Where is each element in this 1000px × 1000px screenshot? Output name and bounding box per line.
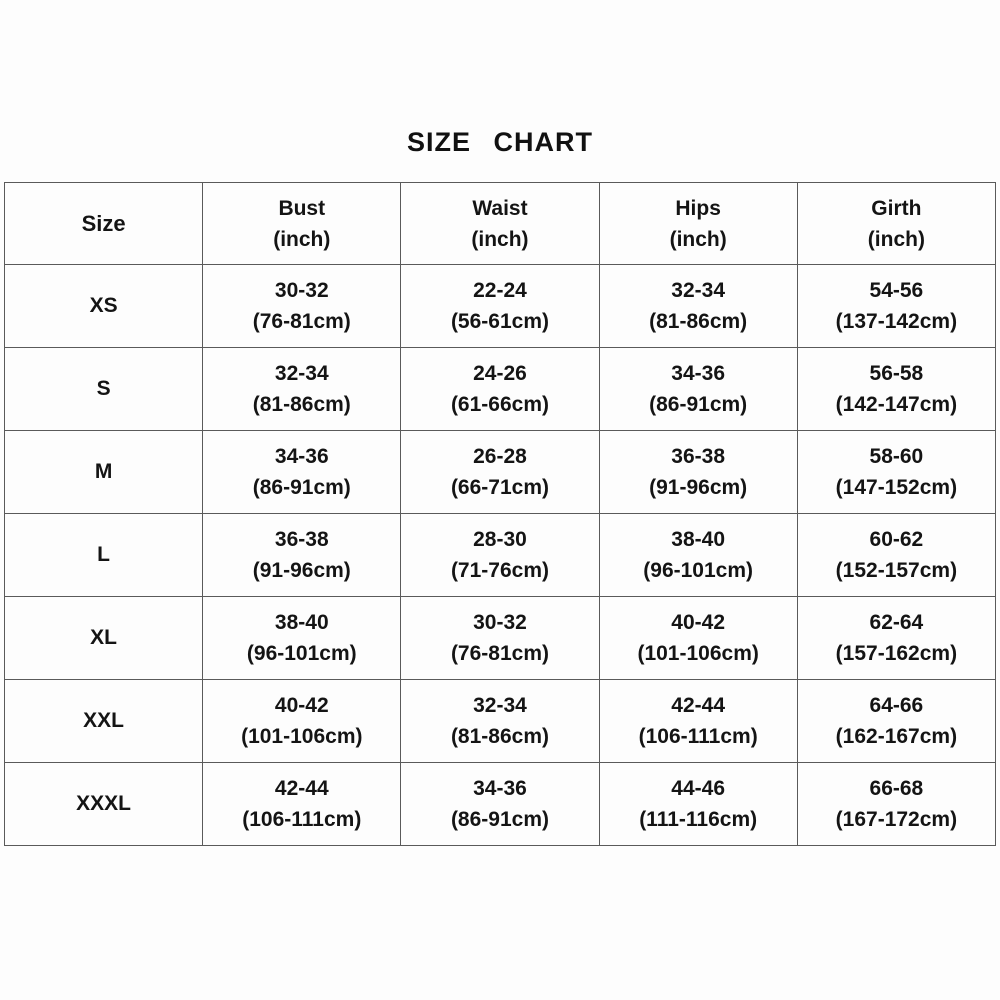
cm-range: (91-96cm)	[649, 476, 748, 499]
table-header	[5, 183, 996, 265]
inch-range: 34-36	[274, 445, 329, 468]
girth-cell	[797, 431, 995, 514]
waist-cell	[401, 431, 599, 514]
inch-range: 32-34	[473, 694, 527, 717]
cm-range: (152-157cm)	[835, 559, 958, 582]
inch-range: 24-26	[473, 362, 527, 385]
column-unit: (inch)	[273, 227, 331, 251]
cm-range: (81-86cm)	[252, 393, 351, 416]
column-header-waist	[401, 183, 599, 265]
bust-cell	[203, 680, 401, 763]
column-label: Size	[81, 211, 126, 236]
bust-cell	[203, 348, 401, 431]
inch-range: 34-36	[671, 362, 726, 385]
inch-range: 44-46	[671, 777, 726, 800]
inch-range: 58-60	[869, 445, 924, 468]
column-label: Girth	[871, 196, 922, 220]
column-label: Bust	[278, 196, 326, 220]
cm-range: (81-86cm)	[450, 725, 549, 748]
waist-cell	[401, 763, 599, 846]
cm-range: (106-111cm)	[242, 808, 362, 831]
cm-range: (96-101cm)	[643, 559, 754, 582]
waist-cell	[401, 680, 599, 763]
inch-range: 66-68	[869, 777, 924, 800]
cm-range: (56-61cm)	[450, 310, 549, 333]
cm-range: (76-81cm)	[252, 310, 351, 333]
header-row	[5, 183, 996, 265]
inch-range: 32-34	[671, 279, 726, 302]
column-header-girth	[797, 183, 995, 265]
inch-range: 36-38	[274, 528, 329, 551]
waist-cell	[401, 597, 599, 680]
inch-range: 30-32	[473, 611, 527, 634]
hips-cell	[599, 514, 797, 597]
table-row-xs	[5, 265, 996, 348]
inch-range: 42-44	[671, 694, 726, 717]
column-header-bust	[203, 183, 401, 265]
column-unit: (inch)	[471, 227, 529, 251]
cm-range: (96-101cm)	[246, 642, 357, 665]
size-cell: XXXL	[5, 763, 203, 846]
girth-cell	[797, 265, 995, 348]
cm-range: (106-111cm)	[638, 725, 758, 748]
inch-range: 40-42	[274, 694, 329, 717]
cm-range: (167-172cm)	[835, 808, 958, 831]
size-cell: L	[5, 514, 203, 597]
column-header-hips	[599, 183, 797, 265]
cm-range: (86-91cm)	[252, 476, 351, 499]
hips-cell	[599, 763, 797, 846]
inch-range: 62-64	[869, 611, 924, 634]
cm-range: (91-96cm)	[252, 559, 351, 582]
cm-range: (76-81cm)	[450, 642, 549, 665]
girth-cell	[797, 680, 995, 763]
waist-cell	[401, 348, 599, 431]
bust-cell	[203, 431, 401, 514]
girth-cell	[797, 514, 995, 597]
waist-cell	[401, 265, 599, 348]
girth-cell	[797, 763, 995, 846]
column-label: Hips	[675, 196, 721, 220]
table-row-l	[5, 514, 996, 597]
size-cell: XL	[5, 597, 203, 680]
cm-range: (101-106cm)	[637, 642, 759, 665]
inch-range: 64-66	[869, 694, 924, 717]
column-header-size	[5, 183, 203, 265]
size-cell: S	[5, 348, 203, 431]
cm-range: (81-86cm)	[649, 310, 748, 333]
size-cell: XXL	[5, 680, 203, 763]
cm-range: (86-91cm)	[450, 808, 549, 831]
table-row-s	[5, 348, 996, 431]
cm-range: (137-142cm)	[835, 310, 958, 333]
inch-range: 32-34	[274, 362, 329, 385]
table-body	[5, 265, 996, 846]
waist-cell	[401, 514, 599, 597]
inch-range: 38-40	[671, 528, 726, 551]
column-unit: (inch)	[669, 227, 727, 251]
table-row-m	[5, 431, 996, 514]
bust-cell	[203, 763, 401, 846]
inch-range: 28-30	[473, 528, 527, 551]
size-cell: XS	[5, 265, 203, 348]
cm-range: (86-91cm)	[649, 393, 748, 416]
hips-cell	[599, 597, 797, 680]
cm-range: (111-116cm)	[639, 808, 758, 831]
cm-range: (142-147cm)	[835, 393, 958, 416]
bust-cell	[203, 597, 401, 680]
hips-cell	[599, 348, 797, 431]
table-row-xxxl	[5, 763, 996, 846]
inch-range: 38-40	[274, 611, 329, 634]
column-label: Waist	[472, 196, 528, 220]
inch-range: 54-56	[869, 279, 924, 302]
inch-range: 42-44	[274, 777, 329, 800]
inch-range: 56-58	[869, 362, 924, 385]
inch-range: 34-36	[473, 777, 527, 800]
cm-range: (157-162cm)	[835, 642, 958, 665]
cm-range: (71-76cm)	[450, 559, 549, 582]
cm-range: (101-106cm)	[241, 725, 363, 748]
inch-range: 30-32	[274, 279, 329, 302]
hips-cell	[599, 265, 797, 348]
size-chart-table	[4, 182, 996, 846]
inch-range: 26-28	[473, 445, 527, 468]
cm-range: (61-66cm)	[450, 393, 549, 416]
hips-cell	[599, 431, 797, 514]
inch-range: 36-38	[671, 445, 726, 468]
inch-range: 60-62	[869, 528, 924, 551]
inch-range: 22-24	[473, 279, 527, 302]
cm-range: (162-167cm)	[835, 725, 958, 748]
page-title: SIZE CHART	[407, 127, 593, 157]
girth-cell	[797, 348, 995, 431]
inch-range: 40-42	[671, 611, 726, 634]
table-row-xl	[5, 597, 996, 680]
girth-cell	[797, 597, 995, 680]
hips-cell	[599, 680, 797, 763]
column-unit: (inch)	[867, 227, 925, 251]
bust-cell	[203, 265, 401, 348]
cm-range: (66-71cm)	[450, 476, 549, 499]
size-cell: M	[5, 431, 203, 514]
cm-range: (147-152cm)	[835, 476, 958, 499]
bust-cell	[203, 514, 401, 597]
table-row-xxl	[5, 680, 996, 763]
